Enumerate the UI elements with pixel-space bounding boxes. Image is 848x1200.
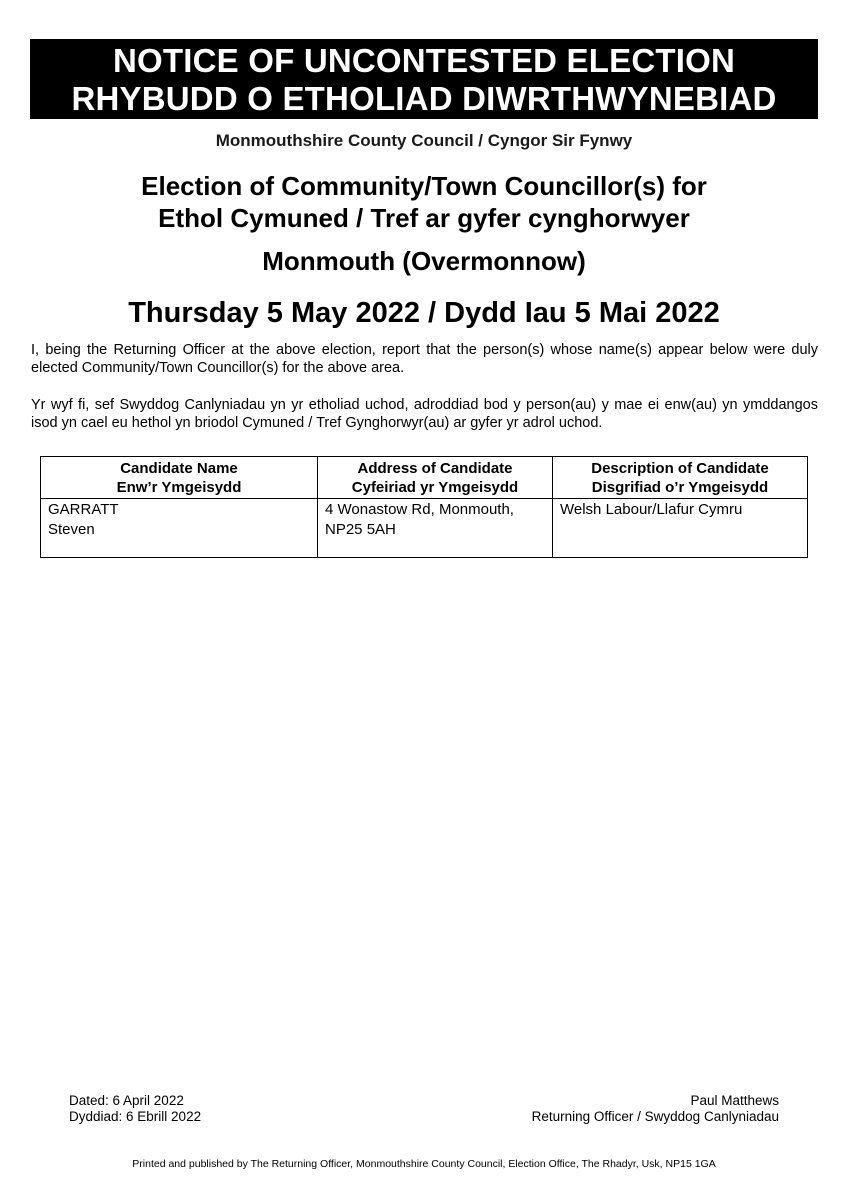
election-date: Thursday 5 May 2022 / Dydd Iau 5 Mai 2022 xyxy=(128,297,720,329)
candidate-address-cell xyxy=(318,499,553,558)
header-cy: Cyfeiriad yr Ymgeisydd xyxy=(351,479,519,496)
candidate-description-cell xyxy=(553,499,808,558)
notice-title-welsh: RHYBUDD O ETHOLIAD DIWRTHWYNEBIAD xyxy=(71,80,777,117)
candidate-address-line1: 4 Wonastow Rd, Monmouth, xyxy=(325,501,514,518)
header-candidate-name xyxy=(41,457,318,499)
officer-name: Paul Matthews xyxy=(690,1093,779,1108)
candidates-table xyxy=(40,456,808,558)
notice-banner xyxy=(30,39,818,119)
candidate-forename: Steven xyxy=(48,521,95,538)
header-address xyxy=(318,457,553,499)
electoral-area: Monmouth (Overmonnow) xyxy=(262,246,586,276)
header-en: Address of Candidate xyxy=(357,460,513,477)
election-title-welsh: Ethol Cymuned / Tref ar gyfer cynghorwyer xyxy=(158,203,690,233)
table-row xyxy=(41,499,808,558)
header-cy: Disgrifiad o’r Ymgeisydd xyxy=(591,479,769,496)
dated-block xyxy=(69,1093,201,1125)
candidate-name-cell xyxy=(41,499,318,558)
dated-welsh: Dyddiad: 6 Ebrill 2022 xyxy=(69,1109,202,1124)
candidate-surname: GARRATT xyxy=(48,501,119,518)
officer-block xyxy=(532,1093,779,1125)
dated-english: Dated: 6 April 2022 xyxy=(69,1093,184,1108)
header-description xyxy=(553,457,808,499)
candidate-address-line2: NP25 5AH xyxy=(325,521,396,538)
officer-title: Returning Officer / Swyddog Canlyniadau xyxy=(531,1109,779,1124)
table-header-row xyxy=(41,457,808,499)
header-en: Description of Candidate xyxy=(591,460,769,477)
candidate-description: Welsh Labour/Llafur Cymru xyxy=(560,501,743,518)
statement-welsh: Yr wyf fi, sef Swyddog Canlyniadau yn yr etholiad uchod, adroddiad bod y person(au) y mae ei enw(au) yn ymddangos isod yn cael eu hethol yn briodol Cymuned / Tref Gynghorwyr(au) ar gyfer yr adrol uchod. xyxy=(31,397,818,431)
header-en: Candidate Name xyxy=(120,460,238,477)
election-title xyxy=(0,170,848,234)
election-title-english: Election of Community/Town Councillor(s) for xyxy=(141,171,707,201)
header-cy: Enw’r Ymgeisydd xyxy=(116,479,242,496)
statement-english: I, being the Returning Officer at the above election, report that the person(s) whose name(s) appear below were duly elected Community/Town Councillor(s) for the above area. xyxy=(31,342,818,376)
imprint-line: Printed and published by The Returning Officer, Monmouthshire County Council, Election Office, The Rhadyr, Usk, NP15 1GA xyxy=(132,1158,716,1170)
council-name: Monmouthshire County Council / Cyngor Sir Fynwy xyxy=(215,131,633,150)
notice-title-english: NOTICE OF UNCONTESTED ELECTION xyxy=(112,42,735,79)
